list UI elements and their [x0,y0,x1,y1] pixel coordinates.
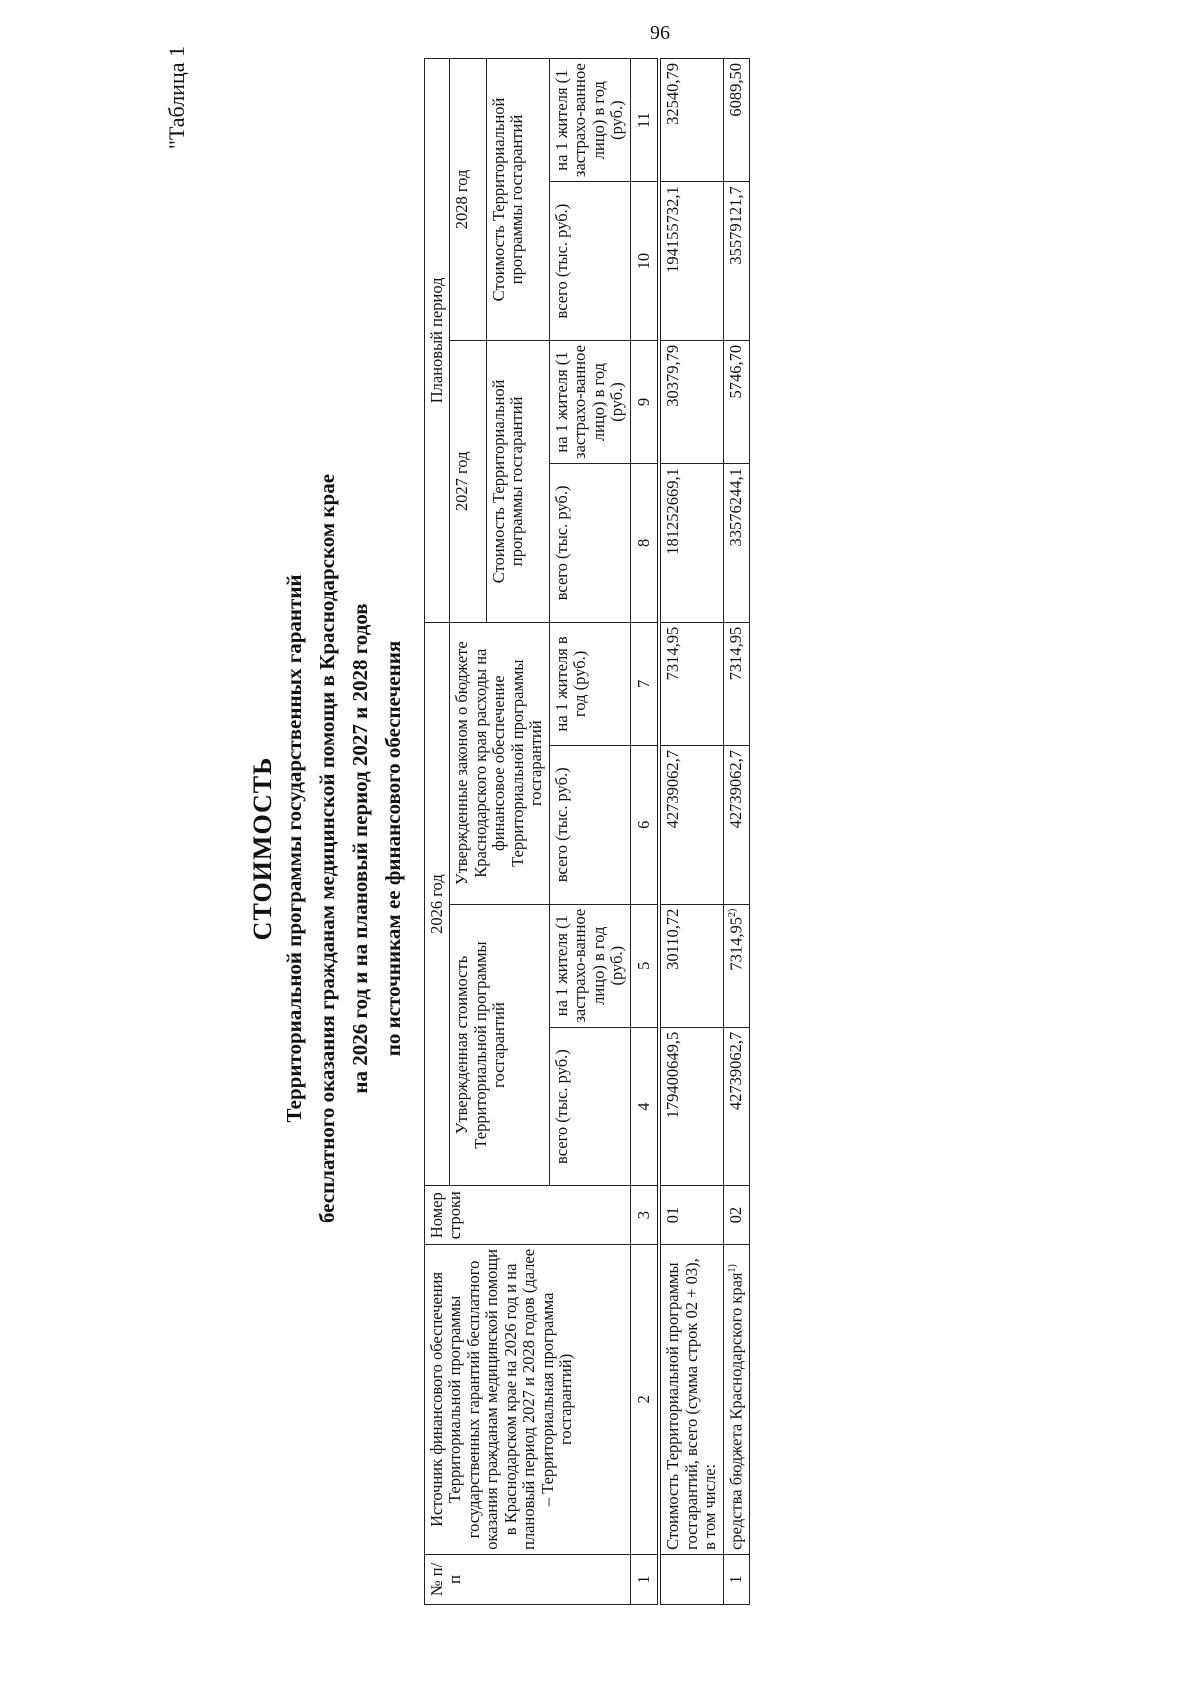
header-per-insured-2026-cost: на 1 жителя (1 застрахо-ванное лицо) в год (руб.) [549,904,630,1027]
cell-total-2028: 35579121,7 [723,182,749,341]
footnote-marker: 1) [726,1264,738,1273]
cell-total-2027: 33576244,1 [723,464,749,623]
header-total-2027: всего (тыс. руб.) [549,464,630,623]
cell-total-2026-cost: 179400649,5 [659,1027,723,1186]
cell-total-2026-cost: 42739062,7 [723,1027,749,1186]
column-index: 6 [630,745,659,904]
column-index: 10 [630,182,659,341]
table-row [659,59,723,1605]
document-subtitle-line-3: на 2026 год и на плановый период 2027 и 2028 годов [348,603,372,1094]
cell-per-insured-2026-cost: 30110,72 [659,904,723,1027]
column-index: 11 [630,59,659,182]
header-per-insured-2027: на 1 жителя (1 застрахо-ванное лицо) в год (руб.) [549,340,630,463]
document-subtitle-line-2: бесплатного оказания гражданам медицинской помощи в Краснодарском крае [315,473,339,1224]
row-code: 02 [723,1186,749,1244]
row-source-text: средства бюджета Краснодарского края [726,1272,746,1550]
table-row [723,59,749,1605]
header-per-resident-2026-law: на 1 жителя в год (руб.) [549,622,630,745]
cell-per-insured-2027: 5746,70 [723,340,749,463]
cell-per-insured-2028: 6089,50 [723,59,749,182]
header-approved-law: Утвержденные законом о бюджете Краснодарского края расходы на финансовое обеспечение Территориальной программы госгарантий [450,622,549,904]
landscape-sheet [40,40,1160,1657]
row-code: 01 [659,1186,723,1244]
column-index: 8 [630,464,659,623]
header-row-1 [425,59,450,1605]
row-source [723,1244,749,1554]
cell-total-2028: 194155732,1 [659,182,723,341]
page-number: 96 [650,22,670,44]
column-index: 4 [630,1027,659,1186]
column-index: 9 [630,340,659,463]
row-num [659,1554,723,1604]
cell-value: 7314,95 [726,916,746,971]
header-source: Источник финансового обеспечения Территориальной программы государственных гарантий бесплатного оказания гражданам медицинской помощи в Краснодарском крае на 2026 год и на плановый период 2027 и 2028 годов (далее – Территориальная программа госгарантий) [425,1244,631,1554]
cell-total-2026-law: 42739062,7 [723,745,749,904]
document-title: СТОИМОСТЬ [248,756,277,941]
cell-total-2027: 181252669,1 [659,464,723,623]
cost-table [424,58,750,1605]
table-caption: "Таблица 1 [164,46,189,150]
header-year-2026: 2026 год [425,622,450,1186]
header-per-insured-2028: на 1 жителя (1 застрахо-ванное лицо) в год (руб.) [549,59,630,182]
cell-per-insured-2026-cost [723,904,749,1027]
column-index-row [630,59,659,1605]
header-row-number: Номер строки [425,1186,631,1244]
cell-per-resident-2026-law: 7314,95 [659,622,723,745]
column-index: 3 [630,1186,659,1244]
column-index: 5 [630,904,659,1027]
header-approved-cost: Утвержденная стоимость Территориальной программы госгарантий [450,904,549,1186]
cell-per-resident-2026-law: 7314,95 [723,622,749,745]
row-num: 1 [723,1554,749,1604]
header-year-2027: 2027 год [450,340,486,622]
header-total-2026-cost: всего (тыс. руб.) [549,1027,630,1186]
column-index: 2 [630,1244,659,1554]
header-planned-period: Плановый период [425,59,450,623]
document-subtitle-line-4: по источникам ее финансового обеспечения [381,640,405,1057]
cell-per-insured-2028: 32540,79 [659,59,723,182]
row-source: Стоимость Территориальной программы госгарантий, всего (сумма строк 02 + 03), в том числе: [659,1244,723,1554]
column-index: 1 [630,1554,659,1604]
header-total-2028: всего (тыс. руб.) [549,182,630,341]
cell-total-2026-law: 42739062,7 [659,745,723,904]
header-cost-2027: Стоимость Территориальной программы госгарантий [486,340,549,622]
header-total-2026-law: всего (тыс. руб.) [549,745,630,904]
header-cost-2028: Стоимость Территориальной программы госгарантий [486,59,549,341]
cell-per-insured-2027: 30379,79 [659,340,723,463]
column-index: 7 [630,622,659,745]
footnote-marker: 2) [726,908,738,917]
header-year-2028: 2028 год [450,59,486,341]
document-subtitle-line-1: Территориальной программы государственных гарантий [282,574,306,1123]
header-num: № п/п [425,1554,631,1604]
